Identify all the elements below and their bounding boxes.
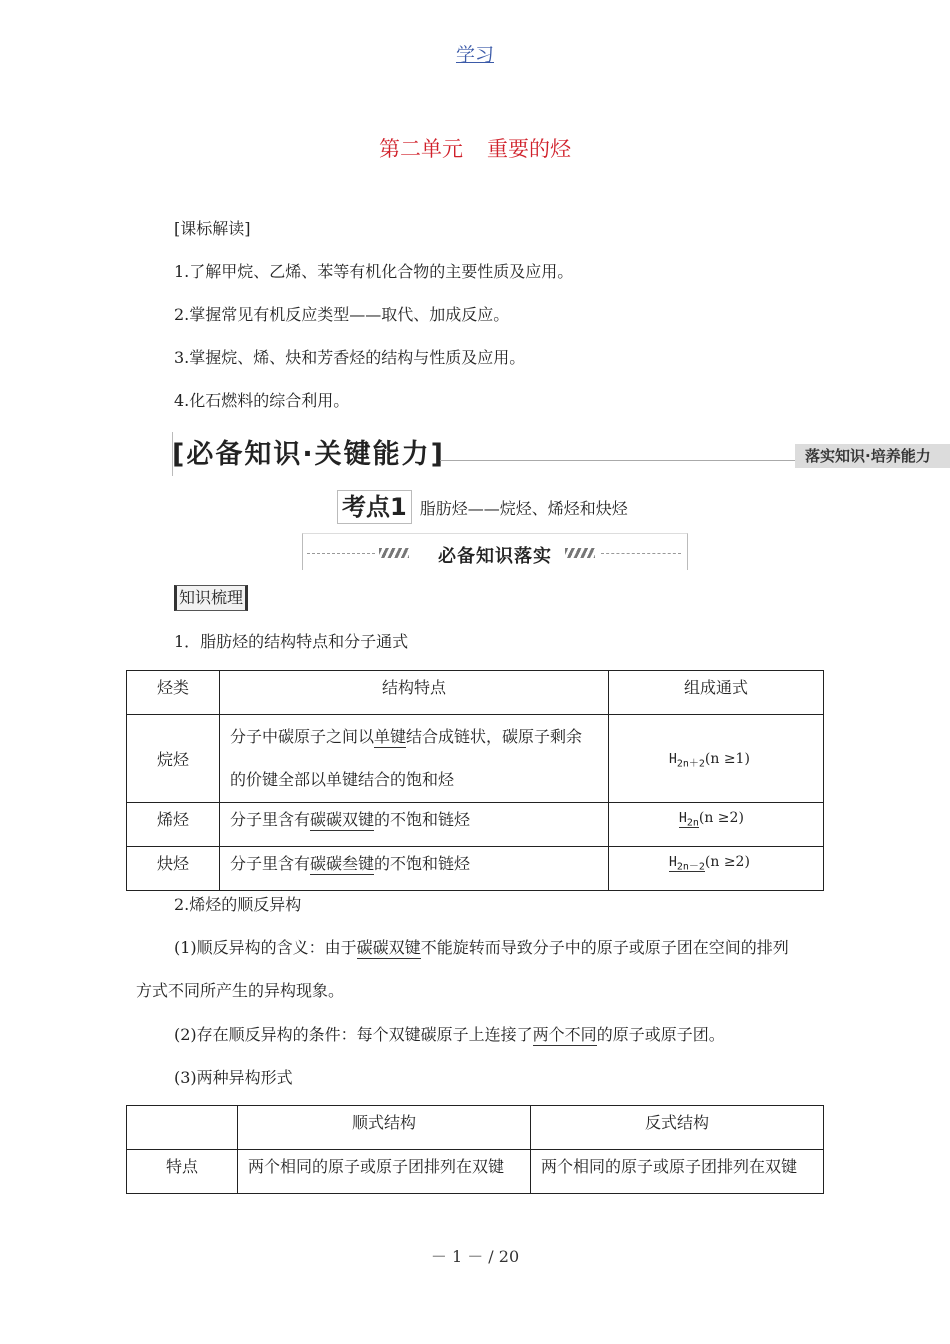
- kaodian-text: 脂肪烃——烷烃、烯烃和炔烃: [419, 498, 628, 518]
- curriculum-item-2: 2.掌握常见有机反应类型——取代、加成反应。: [174, 305, 510, 324]
- table2-row-label: 特点: [127, 1150, 238, 1194]
- page-number: － 1 － / 20: [430, 1247, 520, 1266]
- table-row: [127, 803, 824, 847]
- table1-formula-alkene: $H_{2n}(n \ge 2)$: [609, 803, 824, 847]
- table1-desc-alkyne: 分子里含有碳碳叁键的不饱和链烃: [220, 847, 609, 891]
- table1-formula-alkane: $H_{2n+2}(n \ge 1)$: [609, 715, 824, 803]
- kaodian-label: 考点1: [337, 490, 412, 524]
- kaodian-heading: [337, 490, 628, 524]
- title-part2: 重要的烃: [487, 137, 571, 161]
- curriculum-item-1: 1.了解甲烷、乙烯、苯等有机化合物的主要性质及应用。: [174, 262, 574, 281]
- point2-sub1: (1)顺反异构的含义：由于碳碳双键不能旋转而导致分子中的原子或原子团在空间的排列: [174, 938, 789, 957]
- table-aliphatic: [126, 670, 824, 891]
- table2-trans: 两个相同的原子或原子团排列在双键: [531, 1150, 824, 1194]
- page-title: [0, 133, 950, 163]
- table2-header-cis: 顺式结构: [238, 1106, 531, 1150]
- zhishi-label: 知识梳理: [174, 585, 248, 611]
- table1-formula-alkyne: $H_{2n-2}(n \ge 2)$: [609, 847, 824, 891]
- table1-type-alkene: 烯烃: [127, 803, 220, 847]
- title-part1: 第二单元: [379, 137, 463, 161]
- table1-desc-alkane: 分子中碳原子之间以单键结合成链状，碳原子剩余 的价键全部以单键结合的饱和烃: [220, 715, 609, 803]
- table1-header-formula: 组成通式: [609, 671, 824, 715]
- table2-header-trans: 反式结构: [531, 1106, 824, 1150]
- header-link[interactable]: 学习: [455, 44, 494, 66]
- table2-cis: 两个相同的原子或原子团排列在双键: [238, 1150, 531, 1194]
- curriculum-label: [课标解读]: [174, 219, 251, 238]
- point2-heading: 2.烯烃的顺反异构: [174, 895, 302, 914]
- point1-heading: 1．脂肪烃的结构特点和分子通式: [174, 632, 409, 651]
- banner-title: [必备知识·关键能力]: [172, 439, 445, 470]
- curriculum-item-3: 3.掌握烷、烯、炔和芳香烃的结构与性质及应用。: [174, 348, 526, 367]
- table-isomer: [126, 1105, 824, 1194]
- table-row: [127, 1150, 824, 1194]
- section-banner: [172, 432, 950, 476]
- point2-sub3: (3)两种异构形式: [174, 1068, 293, 1087]
- section-subtitle: 必备知识落实: [438, 546, 552, 567]
- curriculum-item-4: 4.化石燃料的综合利用。: [174, 391, 350, 410]
- point2-sub1-line2: 方式不同所产生的异构现象。: [136, 981, 345, 1000]
- hatch-right-decoration: [565, 548, 595, 558]
- table1-desc-alkene: 分子里含有碳碳双键的不饱和链烃: [220, 803, 609, 847]
- table1-type-alkane: 烷烃: [127, 715, 220, 803]
- table-row: [127, 847, 824, 891]
- table-row: [127, 715, 824, 803]
- table1-header-type: 烃类: [127, 671, 220, 715]
- point2-sub2: (2)存在顺反异构的条件：每个双键碳原子上连接了两个不同的原子或原子团。: [174, 1025, 725, 1044]
- table1-header-structure: 结构特点: [220, 671, 609, 715]
- table2-header-empty: [127, 1106, 238, 1150]
- section-subtitle-box: [302, 533, 688, 570]
- banner-tag: 落实知识·培养能力: [795, 444, 950, 468]
- table1-type-alkyne: 炔烃: [127, 847, 220, 891]
